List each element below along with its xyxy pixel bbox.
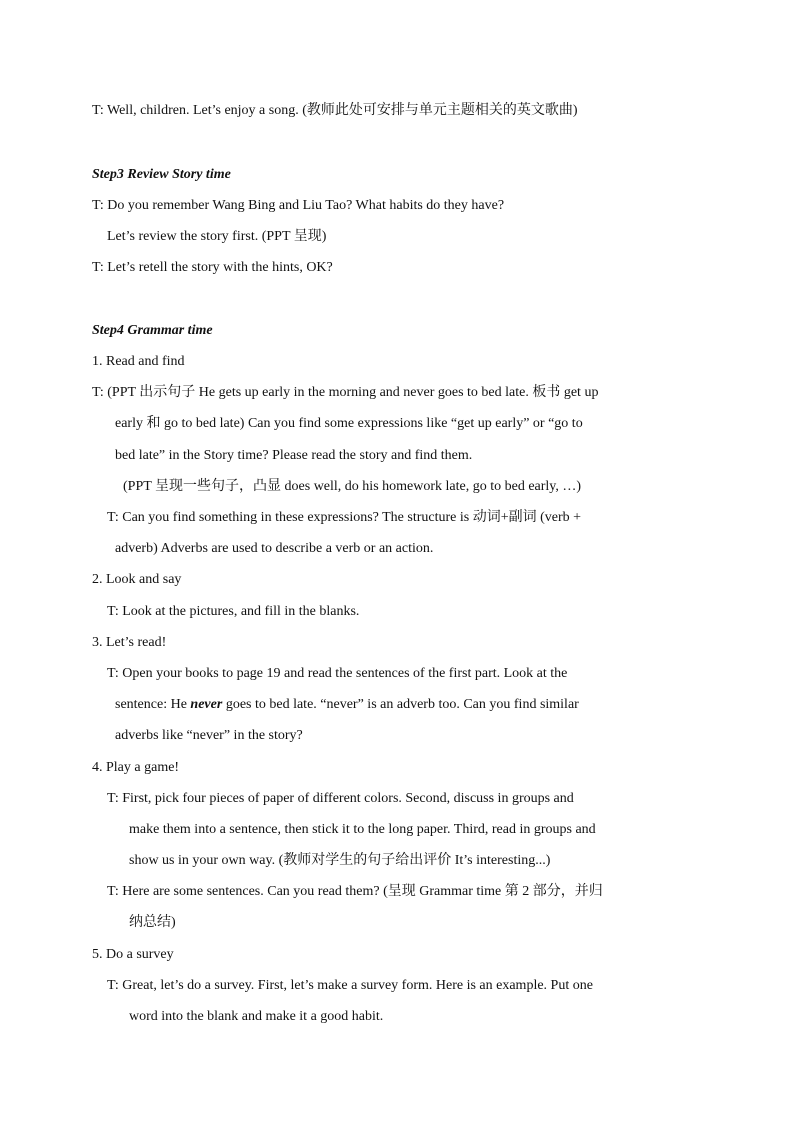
list-item: 5. Do a survey xyxy=(92,947,174,962)
text-line: T: Let’s retell the story with the hints, OK? xyxy=(92,260,333,275)
text-line xyxy=(115,696,579,714)
text-line: make them into a sentence, then stick it to the long paper. Third, read in groups and xyxy=(129,822,596,837)
text-line: bed late” in the Story time? Please read the story and find them. xyxy=(115,448,473,463)
text-line: adverb) Adverbs are used to describe a verb or an action. xyxy=(115,541,434,556)
text-line: T: First, pick four pieces of paper of different colors. Second, discuss in groups and xyxy=(107,791,574,806)
text-line: (PPT 呈现一些句子，凸显 does well, do his homework late, go to bed early, …) xyxy=(123,479,582,494)
list-item: 4. Play a game! xyxy=(92,760,180,775)
text-line: T: Here are some sentences. Can you read them? (呈现 Grammar time 第 2 部分，并归 xyxy=(107,884,603,899)
text-line: 纳总结) xyxy=(129,915,176,930)
text-line: T: Do you remember Wang Bing and Liu Tao? What habits do they have? xyxy=(92,198,505,213)
text-segment: goes to bed late. “never” is an adverb too. Can you find similar xyxy=(225,697,579,712)
list-item: 2. Look and say xyxy=(92,572,182,587)
text-line: T: Great, let’s do a survey. First, let’s make a survey form. Here is an example. Put one xyxy=(107,978,593,993)
text-line: T: Can you find something in these expressions? The structure is 动词+副词 (verb + xyxy=(107,510,582,525)
text-line: word into the blank and make it a good habit. xyxy=(129,1009,384,1024)
emphasized-word: never xyxy=(190,697,223,712)
text-line: early 和 go to bed late) Can you find some expressions like “get up early” or “go to xyxy=(115,416,583,431)
list-item: 3. Let’s read! xyxy=(92,635,167,650)
song-line: T: Well, children. Let’s enjoy a song. (教师此处可安排与单元主题相关的英文歌曲) xyxy=(92,103,578,118)
text-line: adverbs like “never” in the story? xyxy=(115,728,303,743)
text-line: Let’s review the story first. (PPT 呈现) xyxy=(107,229,327,244)
text-line: T: Look at the pictures, and fill in the blanks. xyxy=(107,604,360,619)
text-line: T: Open your books to page 19 and read the sentences of the first part. Look at the xyxy=(107,666,568,681)
step4-heading: Step4 Grammar time xyxy=(92,323,213,338)
text-line: show us in your own way. (教师对学生的句子给出评价 It’s interesting...) xyxy=(129,853,551,868)
step3-heading: Step3 Review Story time xyxy=(92,167,231,182)
text-segment: sentence: He xyxy=(115,697,187,712)
text-line: T: (PPT 出示句子 He gets up early in the morning and never goes to bed late. 板书 get up xyxy=(92,385,599,400)
list-item: 1. Read and find xyxy=(92,354,185,369)
